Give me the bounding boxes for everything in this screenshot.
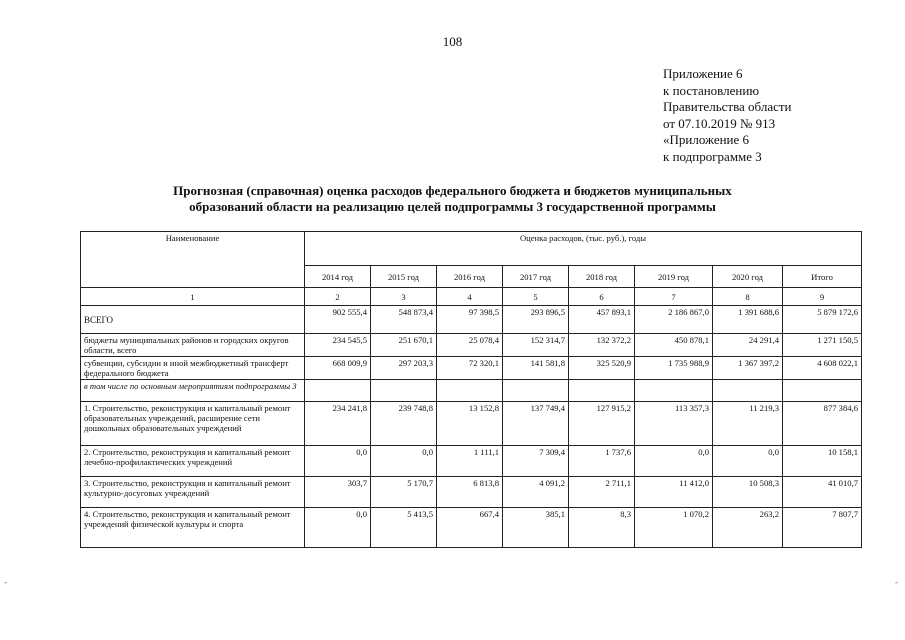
header-group-cell: Оценка расходов, (тыс. руб.), годы [305,232,862,266]
total-value: 457 893,1 [569,306,635,334]
row-value: 234 241,8 [305,402,371,446]
year-cell: 2019 год [635,266,713,288]
row-label: 3. Строительство, реконструкция и капитальный ремонт культурно-досуговых учреждений [81,477,305,508]
page-number: 108 [442,34,463,49]
empty-cell [437,380,503,402]
empty-cell [305,380,371,402]
row-value: 127 915,2 [569,402,635,446]
row-value: 113 357,3 [635,402,713,446]
appendix-line: к постановлению [663,82,760,98]
column-number-cell: 2 [305,288,371,306]
year-cell: 2015 год [371,266,437,288]
appendix-block [663,66,792,165]
row-value: 263,2 [713,508,783,548]
appendix-line: к подпрограмме 3 [663,148,762,164]
row-value: 303,7 [305,477,371,508]
total-value: 902 555,4 [305,306,371,334]
row-value: 0,0 [305,508,371,548]
row-value: 1 737,6 [569,446,635,477]
row-value: 8,3 [569,508,635,548]
year-cell: 2016 год [437,266,503,288]
header-name-cell: Наименование [81,232,305,288]
row-value: 152 314,7 [503,334,569,357]
column-number-cell: 9 [783,288,862,306]
row-value: 877 384,6 [783,402,862,446]
empty-cell [635,380,713,402]
row-label: субвенции, субсидии и иной межбюджетный трансферт федерального бюджета [81,357,305,380]
header-row [81,232,862,266]
empty-cell [371,380,437,402]
row-label: 4. Строительство, реконструкция и капитальный ремонт учреждений физической культуры и спорта [81,508,305,548]
row-value: 7 309,4 [503,446,569,477]
row-value: 1 070,2 [635,508,713,548]
total-label: ВСЕГО [81,306,305,334]
row-value: 0,0 [713,446,783,477]
row-value: 72 320,1 [437,357,503,380]
table-row [81,446,862,477]
title-line: образований области на реализацию целей подпрограммы 3 государственной программы [189,199,716,214]
row-value: 10 158,1 [783,446,862,477]
scan-margin-mark: - [895,577,898,587]
row-label: 1. Строительство, реконструкция и капитальный ремонт образовательных учреждений, расширение сети дошкольных образовательных учреждений [81,402,305,446]
table-row [81,334,862,357]
total-value: 5 879 172,6 [783,306,862,334]
row-value: 2 711,1 [569,477,635,508]
row-value: 239 748,8 [371,402,437,446]
note-row [81,380,862,402]
row-value: 6 813,8 [437,477,503,508]
row-value: 11 219,3 [713,402,783,446]
column-numbers-row [81,288,862,306]
row-value: 5 170,7 [371,477,437,508]
row-value: 24 291,4 [713,334,783,357]
row-value: 13 152,8 [437,402,503,446]
table-row [81,357,862,380]
row-value: 0,0 [635,446,713,477]
row-value: 1 367 397,2 [713,357,783,380]
total-value: 1 391 688,6 [713,306,783,334]
empty-cell [503,380,569,402]
empty-cell [569,380,635,402]
row-value: 0,0 [305,446,371,477]
total-row [81,306,862,334]
row-value: 137 749,4 [503,402,569,446]
column-number-cell: 7 [635,288,713,306]
column-number-cell: 5 [503,288,569,306]
total-value: 548 873,4 [371,306,437,334]
table-row [81,508,862,548]
column-number-cell: 4 [437,288,503,306]
appendix-line: от 07.10.2019 № 913 [663,115,776,131]
table-row [81,477,862,508]
title-line: Прогнозная (справочная) оценка расходов федерального бюджета и бюджетов муниципальных [173,183,732,198]
column-number-cell: 8 [713,288,783,306]
row-value: 4 091,2 [503,477,569,508]
row-value: 325 520,9 [569,357,635,380]
year-cell: Итого [783,266,862,288]
row-value: 297 203,3 [371,357,437,380]
row-value: 667,4 [437,508,503,548]
budget-table [80,231,862,548]
row-value: 0,0 [371,446,437,477]
row-value: 385,1 [503,508,569,548]
total-value: 293 896,5 [503,306,569,334]
empty-cell [713,380,783,402]
document-title [90,183,815,215]
row-label: 2. Строительство, реконструкция и капитальный ремонт лечебно-профилактических учреждений [81,446,305,477]
column-number-cell: 3 [371,288,437,306]
row-value: 4 608 022,1 [783,357,862,380]
row-value: 1 735 988,9 [635,357,713,380]
total-value: 97 398,5 [437,306,503,334]
row-label: бюджеты муниципальных районов и городских округов области, всего [81,334,305,357]
row-value: 450 878,1 [635,334,713,357]
row-value: 141 581,8 [503,357,569,380]
column-number-cell: 6 [569,288,635,306]
row-value: 7 807,7 [783,508,862,548]
row-value: 10 508,3 [713,477,783,508]
year-cell: 2020 год [713,266,783,288]
note-label: в том числе по основным мероприятиям подпрограммы 3 [81,380,305,402]
row-value: 1 271 150,5 [783,334,862,357]
year-cell: 2014 год [305,266,371,288]
row-value: 25 078,4 [437,334,503,357]
row-value: 11 412,0 [635,477,713,508]
appendix-line: Правительства области [663,99,792,114]
row-value: 234 545,5 [305,334,371,357]
appendix-line: «Приложение 6 [663,132,750,147]
column-number-cell: 1 [81,288,305,306]
row-value: 132 372,2 [569,334,635,357]
year-cell: 2017 год [503,266,569,288]
row-value: 5 413,5 [371,508,437,548]
row-value: 668 009,9 [305,357,371,380]
row-value: 41 010,7 [783,477,862,508]
row-value: 251 670,1 [371,334,437,357]
appendix-line: Приложение 6 [663,66,743,81]
year-cell: 2018 год [569,266,635,288]
empty-cell [783,380,862,402]
total-value: 2 186 867,0 [635,306,713,334]
row-value: 1 111,1 [437,446,503,477]
scan-margin-mark: - [4,577,7,587]
table-row [81,402,862,446]
